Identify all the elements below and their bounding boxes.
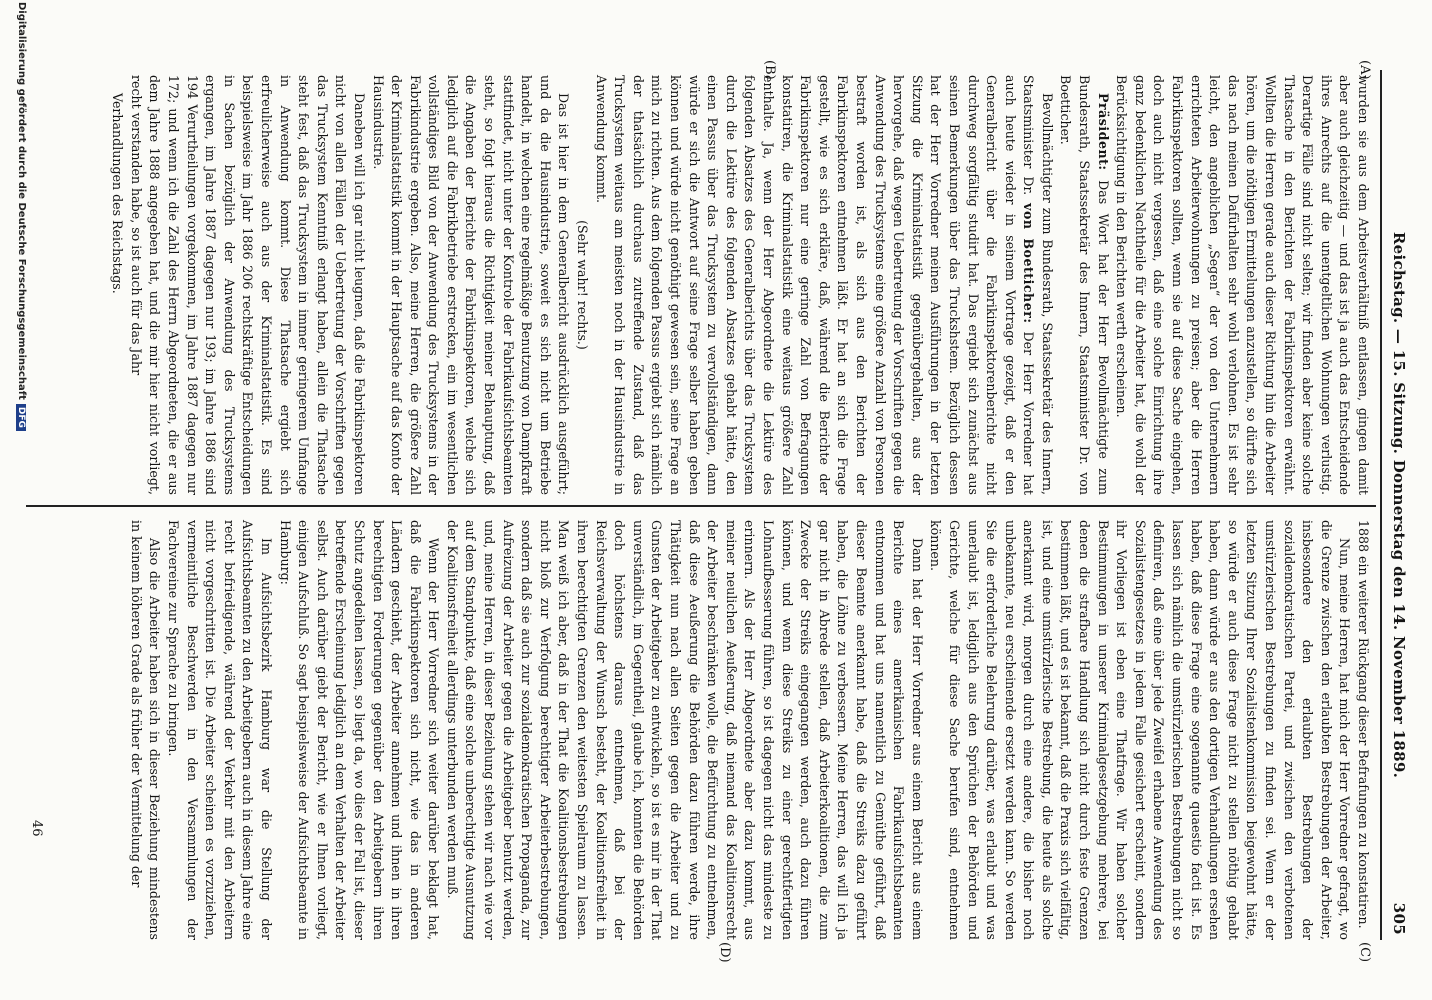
- paragraph: Also die Arbeiter haben sich in dieser Beziehung mindestens in keinem höheren Grade als früher der Vermittelung der: [128, 520, 163, 940]
- digitization-credit: [16, 2, 27, 431]
- margin-marker-b: (B): [762, 60, 777, 80]
- paragraph: 1888 ein weiterer Rückgang dieser Befrafungen zu konstatiren.: [1356, 520, 1371, 929]
- page-number: 305: [1390, 902, 1408, 935]
- footnote-source: Verhandlungen des Reichstags.: [110, 93, 126, 294]
- paragraph: Wenn der Herr Vorredner sich weiter darüber beklagt hat, daß die Fabrikinspektoren sich nicht, wie das in anderen Ländern geschieht, der Arbeiter annehmen und ihnen in ihren berechtigten Forderungen gegenüber den Arbeitgebern ihren Schutz angedeihen lassen, so liegt da, wo dies der Fall ist, dieser betreffende Erscheinung lediglich an dem Verhalten der Arbeiter selbst. Auch darüber giebt der Bericht, wie er Ihnen vorliegt, einigen Aufschluß. So sagt beispielsweise der Aufsichtsbeamte in Hamburg:: [277, 520, 442, 940]
- paragraph: wurden sie aus dem Arbeitsverhältniß entlassen, gingen damit aber auch gleichzeitig — und das ist ja auch das Entscheidende ihres Anrechts auf die unentgeltlichen Wohnungen verlustig. Derartige Fälle sind nicht selten; wir finden aber keine solche Thatsache in den Berichten der Fabrikinspektoren erwähnt. Wollten die Herren gerade auch dieser Richtung hin die Arbeiter hören, um die nöthigen Ermittelungen anzustellen, so dürfte sich das nach meinen Dafürhalten sehr wohl verlohnen. Es ist sehr leicht, den angeblichen „Segen“ der von den Unternehmern errichteten Arbeiterwohnungen zu preisen; aber die Herren Fabrikinspektoren sollten, wenn sie auf diese Sache eingehen, doch auch nicht vergessen, daß eine solche Einrichtung ihre ganz bedenklichen Nachtheile für die Arbeiter hat, die wohl der Berücksichtigung in den Berichten werth erscheinen.: [1114, 75, 1371, 495]
- left-column: [108, 75, 1372, 495]
- header-rule: [1380, 70, 1382, 940]
- paragraph-text: Der Herr Vorredner hat auch heute wieder in seinem Vortrage gezeigt, daß er den Generalbericht über die Fabrikinspektorenberichte nicht durchweg sorgfältig studirt hat. Das ergiebt sich zunächst aus seinen Bemerkungen über das Truckshstem. Bezüglich dessen hat der Herr Vorredner meinen Ausführungen in der letzten Sitzung die Kriminalstatistik gegenübergehalten, aus der hervorgehe, daß wegen Uebertretung der Vorschriften gegen die Anwendung des Trucksystems eine größere Anzahl von Personen bestraft worden ist, als sich aus den Berichten der Fabrikinspektoren entnehmen läßt. Er hat an sich die Frage gestellt, wie es sich erkläre, daß, während die Berichte der Fabrikinspektoren nur eine geringe Zahl von Befragungen konstatiren, die Kriminalstatistik eine weitaus größere Zahl enthalte. Ja, wenn der Herr Abgeordnete die Lektüre des folgenden Absatzes des Generalberichts über das Trucksystem durch die Lektüre des folgenden Absatzes gehabt hätte, den einen Passus über das Trucksystem zu vervollständigen, dann würde er sich die Antwort auf seine Frage selber haben geben können und würde nicht genöthigt gewesen sein, seine Frage an mich zu richten. Aus dem folgenden Passus ergiebt sich nämlich der thatsächlich durchaus zutreffende Zustand, daß das Trucksystem weitaus am meisten noch in der Hausindustrie in Anwendung kommt.: [593, 75, 1037, 495]
- credit-text: Digitalisierung gefördert durch die Deutsche Forschungsgemeinschaft: [16, 2, 27, 400]
- paragraph-text: Das Wort hat der Herr Bevollmächtigte zum Bundesrath, Staatssekretär des Innern, Staatsminister Dr. von Boetticher.: [1058, 75, 1111, 495]
- paragraph: Das ist hier in dem Generalbericht ausdrücklich ausgeführt; und da die Hausindustrie, soweit es sich nicht um Betriebe handelt, in welchen eine regelmäßige Benutzung von Dampfkraft stattfindet, nicht unter der Kontrole der Fabrikaufsichtsbeamten steht, so folgt hieraus die Richtigkeit meiner Behauptung, daß die Angaben der Berichte der Fabrikinspektoren, welche sich lediglich auf die Fabrikbetriebe erstrecken, ein im wesentlichen vollständiges Bild von der Anwendung des Trucksystems in der Fabrikindustrie ergeben. Also, meine Herren, die größere Zahl der Kriminalstatistik kommt in der Hauptsache auf das Konto der Hausindustrie.: [370, 75, 572, 495]
- right-column: [126, 520, 1372, 940]
- margin-marker-d: (D): [717, 942, 732, 963]
- interjection: (Sehr wahr! rechts.): [575, 220, 591, 350]
- quoted-paragraph: Im Aufsichtsbezirk Hamburg war die Stellung der Aufsichtsbeamten zu den Arbeitgebern auch in diesem Jahre eine recht befriedigende, während der Verkehr mit den Arbeitern nicht vorgeschritten ist. Die Arbeiter scheinen es vorzuziehen, vermeintliche Beschwerden in den Versammlungen der Fachvereine zur Sprache zu bringen.: [166, 520, 274, 940]
- margin-marker-a: (A): [1357, 60, 1372, 80]
- speaker-name: von Boetticher:: [1021, 203, 1037, 324]
- paragraph: Nun, meine Herren, hat mich der Herr Vorredner gefragt, wo die Grenze zwischen den erlaubten Bestrebungen der Arbeiter, insbesondere den erlaubten Bestrebungen der sozialdemokratischen Partei, und zwischen den verbotenen umstürzlerischen Bestrebungen zu finden sei. Wenn er der letzten Sitzung Ihrer Sozialistenkommission beigewohnt hätte, so würde er auch diese Frage nicht zu stellen nöthig gehabt haben, dann würde er aus den dortigen Verhandlungen ersehen haben, daß diese Frage eine sogenannte quaestio facti ist. Es lassen sich nämlich die umstürzlerischen Bestrebungen nicht so definiren, daß eine über jede Zweifel erhabene Anwendung des Sozialistengesetzes in jedem Falle gesichert erscheint, sondern ihr Vorliegen ist eben eine Thatfrage. Wir haben solcher Bestimmungen in unserer Kriminalgesetzgebung mehrere, bei denen die strafbare Handlung sich nicht durch feste Grenzen bestimmen läßt, und es ist bekannt, daß die Praxis sich vielfältig, ist, und eine umstürzlerische Bestrebung, die heute als solche anerkannt wird, morgen durch eine andere, die bisher noch unbekannte, neu erscheinende ersetzt werden kann. So werden Sie die erforderliche Belehrung darüber, was erlaubt und was unerlaubt ist, lediglich aus den Sprüchen der Behörden und Gerichte, welche für diese Sache berufen sind, entnehmen können.: [928, 520, 1353, 940]
- paragraph: Daneben will ich gar nicht leugnen, daß die Fabrikinspektoren nicht von allen Fällen der Uebertretung der Vorschriften gegen das Trucksystem Kenntniß erlangt haben, allein die Thatsache steht fest, daß das Trucksystem in immer geringerem Umfange in Anwendung kommt. Diese Thatsache ergiebt sich erfreulicherweise auch aus der Kriminalstatistik. Es sind beispielsweise im Jahr 1886 206 rechtskräftige Entscheidungen in Sachen bezüglich der Anwendung des Trucksystems ergangen, im Jahre 1887 dagegen nur 193; im Jahre 1886 sind 194 Verurtheilungen vorgekommen, im Jahre 1887 dagegen nur 172; und wenn ich die Zahl des Herrn Abgeordneten, die er aus dem Jahre 1888 angegeben hat, und die mir hier nicht vorliegt, recht verstanden habe, so ist auch für das Jahr: [128, 75, 367, 495]
- footer-page-reference: 46: [29, 820, 44, 837]
- paragraph: [591, 75, 1056, 495]
- speaker-name: Präsident:: [1095, 93, 1111, 171]
- paragraph: [1056, 75, 1112, 495]
- column-divider: [26, 505, 1376, 507]
- speaker-title: Bevollmächtigter zum Bundesrath, Staatssekretär des Innern, Staatsminister Dr.: [1021, 75, 1055, 495]
- margin-marker-c: (C): [1357, 942, 1372, 963]
- paragraph: Dann hat der Herr Vorredner aus einem Bericht aus einem Berichte eines amerikanischen Fabrikaufsichtsbeamten entnommen und hat uns namentlich zu Gemüthe geführt, daß dieser Beamte anerkannt habe, daß die Streiks dazu geführt haben, die Löhne zu verbessern. Meine Herren, das will ich ja gar nicht in Abrede stellen, daß Arbeiterkoalitionen, die zum Zwecke der Streiks eingegangen werden, auch dazu führen können, und wenn diese Streiks zu einer gerechtfertigten Lohnaufbesserung führen, so ist dagegen nicht das mindeste zu erinnern. Als der Herr Abgeordnete aber dazu kommt, aus meiner neulichen Aeußerung, daß niemand das Koalitionsrecht der Arbeiter beschränken wolle, die Befürchtung zu entnehmen, daß diese Aeußerung die Behörden dazu führen werde, ihre Thätigkeit nun nach allen Seiten gegen die Arbeiter und zu Gunsten der Arbeitgeber zu entwickeln, so ist es mir in der That unverständlich, im Gegentheil, glaube ich, konnten die Behörden doch höchstens daraus entnehmen, daß bei der Reichsverwaltung der Wunsch besteht, der Koalitionsfreiheit in ihren berechtigten Grenzen den weitesten Spielraum zu lassen. Man weiß ich aber, daß in der That die Koalitionsbestrebungen nicht bloß zur Verfolgung berechtigter Arbeiterbestrebungen, sondern daß sie auch zur sozialdemokratischen Propaganda, zur Aufreizung der Arbeiter gegen die Arbeitgeber benutzt werden, und, meine Herren, in dieser Beziehung stehen wir nach wie vor auf dem Standpunkte, daß eine solche unberechtigte Ausnutzung der Koalitionsfreiheit allerdings unterbunden werden muß.: [444, 520, 925, 940]
- dfg-logo: DFG: [16, 404, 26, 431]
- page-title: Reichstag. — 15. Sitzung. Donnerstag den 14. November 1889.: [1390, 231, 1408, 779]
- page-header: [1386, 75, 1408, 935]
